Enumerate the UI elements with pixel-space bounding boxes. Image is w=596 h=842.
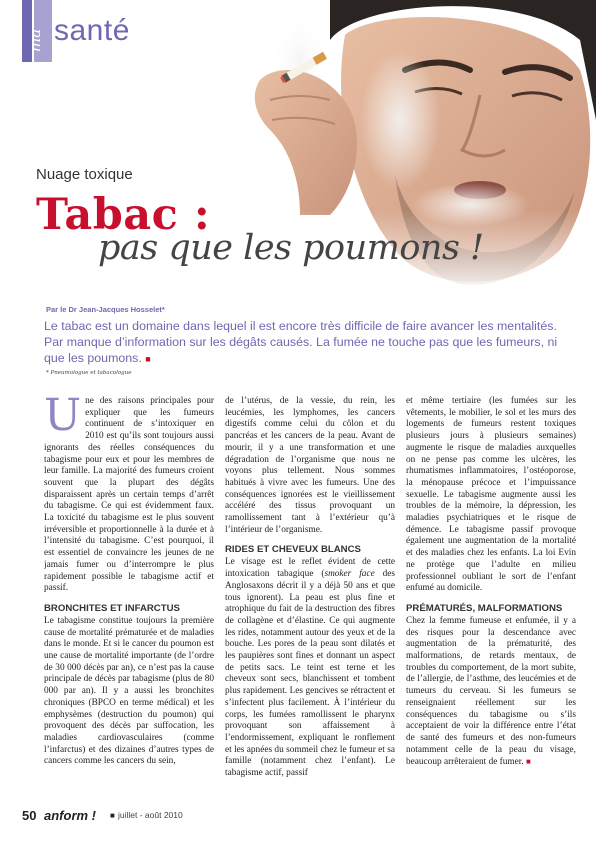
end-mark: ■	[526, 757, 531, 767]
article-body	[44, 396, 576, 798]
section-prefix: ma	[26, 28, 44, 52]
paragraph-text: ne des raisons principales pour expliquer que les fumeurs continuent de s’intoxiquer en 2010 est qu’ils sont toujours aussi ignorants des réelles conséquences du tabagisme pour eux et pour les membres de leur famille. La majorité des fumeurs croient souvent que la plupart des dégâts disparaissent après un certain temps d’arrêt du tabagisme. Ce qui est évidemment faux. La toxicité du tabagisme est le plus souvent irréversible et proportionnelle à la durée et à l’intensité du tabagisme. C’est pourquoi, il est essentiel de convaincre les jeunes de ne jamais fumer ou d’interrompre le plus rapidement possible le tabagisme actif et passif.	[44, 396, 214, 594]
paragraph: de l’utérus, de la vessie, du rein, les leucémies, les lymphomes, les cancers digestifs comme celui du côlon et du pancréas et les cancers de la peau. Avant de mourir, il y a une transformation et une dégradation de l’organisme que nous ne voyons plus tellement. Nous sommes habitués à vivre avec les fumeurs. Une des conséquences ignorées est le vieillissement accéléré des tissus provoquant un ramollissement tant à l’extérieur qu’à l’intérieur de l’organisme.	[225, 396, 395, 535]
paragraph	[225, 557, 395, 779]
column-1	[44, 396, 214, 798]
column-3	[406, 396, 576, 798]
article-title: Tabac :	[36, 190, 211, 240]
paragraph: et même tertiaire (les fumées sur les vêtements, le mobilier, le sol et les murs des logements de fumeurs restent toxiques plusieurs jours à plusieurs semaines) augmente le risque de maladies auxquelles on ne pense pas comme les ulcères, les rhumatismes inflammatoires, l’ostéoporose, la ménopause précoce et l’impuissance sexuelle. Le tabagisme augmente aussi les troubles de la mémoire, la dépression, les maladies psychiatriques et le risque de démence. Le tabagisme passif provoque également une augmentation de la mortalité et des maladies chez les enfants. La loi Evin ne protège que l’adulte en milieu professionnel oubliant le sort de l’enfant enfumé au domicile.	[406, 396, 576, 594]
folio-mark: ■	[110, 811, 115, 820]
section-name: santé	[54, 14, 130, 47]
paragraph	[406, 616, 576, 769]
italic-term: smoker face	[324, 569, 375, 580]
author-footnote: * Pneumologue et tabacologue	[46, 370, 132, 376]
section-tag	[0, 0, 150, 62]
lead-text: Le tabac est un domaine dans lequel il est encore très difficile de faire avancer les mentalités. Par manque d’information sur les dégâts causés. La fumée ne touche pas que les fumeurs, ni que les poumons.	[44, 319, 558, 365]
paragraph-text: Chez la femme fumeuse et enfumée, il y a des risques pour la descendance avec augmentation de la prématurité, des malformations, de retards mentaux, de troubles du comportement, de la mort subite, de l’allergie, de l’asthme, des leucémies et de tumeurs du cerveau. Si les fumeurs se renseignaient réellement sur les conséquences du tabagisme ou s’ils acceptaient de voir la différence entre l’état de santé des fumeurs et des non-fumeurs notamment celle de la peau du visage, beaucoup arrêteraient de fumer.	[406, 615, 576, 768]
lead-paragraph	[44, 318, 576, 367]
byline: Par le Dr Jean-Jacques Hosselet*	[46, 305, 165, 314]
subheading: PRÉMATURÉS, MALFORMATIONS	[406, 602, 563, 614]
lead-end-mark: ■	[145, 354, 151, 364]
issue-date: juillet - août 2010	[118, 810, 183, 820]
drop-cap: U	[44, 396, 82, 441]
page-footer	[22, 808, 322, 824]
subheading: RIDES ET CHEVEUX BLANCS	[225, 544, 361, 556]
column-2	[225, 396, 395, 798]
paragraph	[44, 396, 214, 595]
subheading: BRONCHITES ET INFARCTUS	[44, 602, 180, 614]
paragraph: Le tabagisme constitue toujours la première cause de mortalité prématurée et de maladies dans le monde. Et si le cancer du poumon est une cause de mortalité importante (de l’ordre de 30 000 décès par an), ce n’est pas la cause principale de décès par tabagisme (plus de 80 000 par an). Il y a aussi les bronchites chroniques (BPCO en terme médical) et les emphysèmes (destruction du poumon) qui provoquent des décès par suffocation, les maladies cardiovasculaires (comme l’infarctus) et des dizaines d’autres types de cancers comme les cancers du sein,	[44, 615, 214, 767]
article-subtitle: pas que les poumons !	[98, 228, 484, 268]
paragraph-text: Le visage est le reflet évident de cette intoxication tabagique (	[225, 557, 395, 580]
magazine-name: anform !	[44, 808, 96, 823]
article-kicker: Nuage toxique	[36, 166, 133, 183]
paragraph-text: des Anglosaxons décrit il y a déjà 50 ans et que tous ignorent). La peau est plus fine et atrophique du fait de la destruction des fibres de collagène et d’élastine. Ce qui augmente les rides, notamment autour des yeux et de la bouche. Les pores de la peau sont dilatés et les paupières sont fines et donnant un aspect de petits sacs. Le teint est terne et les cheveux sont secs, blanchissent et tombent plus rapidement. Les gencives se rétractent et s’infectent plus facilement. À l’intérieur du corps, les fumées ramollissent le pharynx provoquant son affaissement à l’endormissement, expliquant le ronflement et les apnées du sommeil chez le fumeur et sa famille (notamment chez l’enfant). Le tabagisme actif, passif	[225, 569, 395, 779]
page-number: 50	[22, 808, 37, 823]
